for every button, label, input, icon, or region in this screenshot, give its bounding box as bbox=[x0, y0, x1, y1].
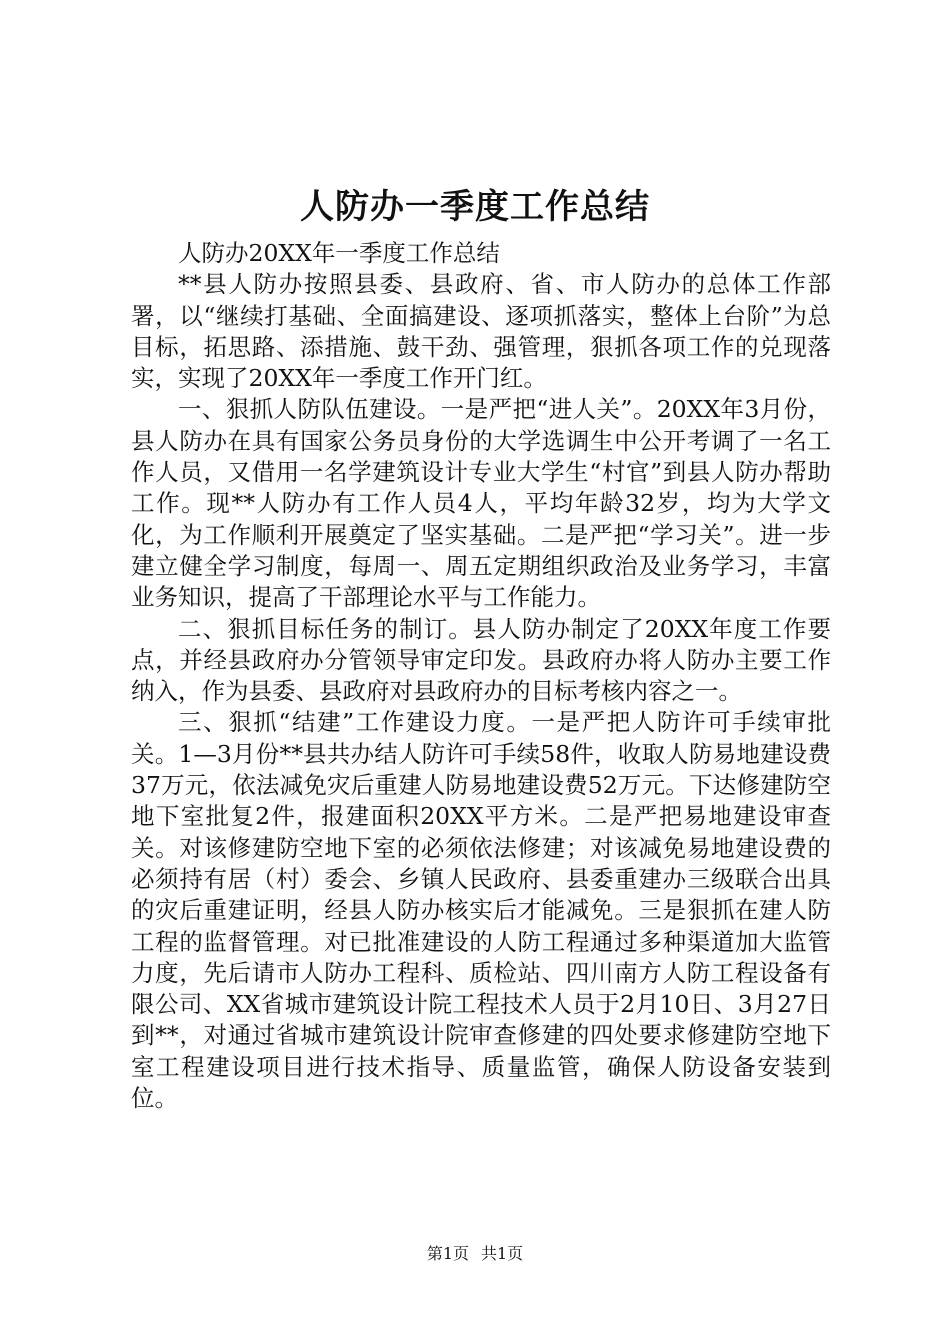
paragraph-section-1: 一、狠抓人防队伍建设。一是严把“进人关”。20XX年3月份，县人防办在具有国家公务员身份的大学选调生中公开考调了一名工作人员，又借用一名学建筑设计专业大学生“村官”到县人防办帮助工作。现**人防办有工作人员4人，平均年龄32岁，均为大学文化，为工作顺利开展奠定了坚实基础。二是严把“学习关”。进一步建立健全学习制度，每周一、周五定期组织政治及业务学习，丰富业务知识，提高了干部理论水平与工作能力。 bbox=[131, 395, 831, 612]
page-total: 共1页 bbox=[481, 1244, 524, 1263]
page-number: 第1页 bbox=[426, 1244, 469, 1263]
page-footer bbox=[0, 1243, 950, 1265]
document-body bbox=[131, 238, 831, 1114]
paragraph-section-2: 二、狠抓目标任务的制订。县人防办制定了20XX年度工作要点，并经县政府办分管领导审定印发。县政府办将人防办主要工作纳入，作为县委、县政府对县政府办的目标考核内容之一。 bbox=[131, 614, 831, 706]
paragraph-intro: **县人防办按照县委、县政府、省、市人防办的总体工作部署，以“继续打基础、全面搞建设、逐项抓落实，整体上台阶”为总目标，拓思路、添措施、鼓干劲、强管理，狠抓各项工作的兑现落实，实现了20XX年一季度工作开门红。 bbox=[131, 270, 831, 393]
paragraph-section-3: 三、狠抓“结建”工作建设力度。一是严把人防许可手续审批关。1—3月份**县共办结人防许可手续58件，收取人防易地建设费37万元，依法减免灾后重建人防易地建设费52万元。下达修建防空地下室批复2件，报建面积20XX平方米。二是严把易地建设审查关。对该修建防空地下室的必须依法修建；对该减免易地建设费的必须持有居（村）委会、乡镇人民政府、县委重建办三级联合出具的灾后重建证明，经县人防办核实后才能减免。三是狠抓在建人防工程的监督管理。对已批准建设的人防工程通过多种渠道加大监管力度，先后请市人防办工程科、质检站、四川南方人防工程设备有限公司、XX省城市建筑设计院工程技术人员于2月10日、3月27日到**，对通过省城市建筑设计院审查修建的四处要求修建防空地下室工程建设项目进行技术指导、质量监管，确保人防设备安装到位。 bbox=[131, 708, 831, 1113]
paragraph-subtitle: 人防办20XX年一季度工作总结 bbox=[178, 239, 500, 267]
document-title: 人防办一季度工作总结 bbox=[300, 187, 650, 227]
